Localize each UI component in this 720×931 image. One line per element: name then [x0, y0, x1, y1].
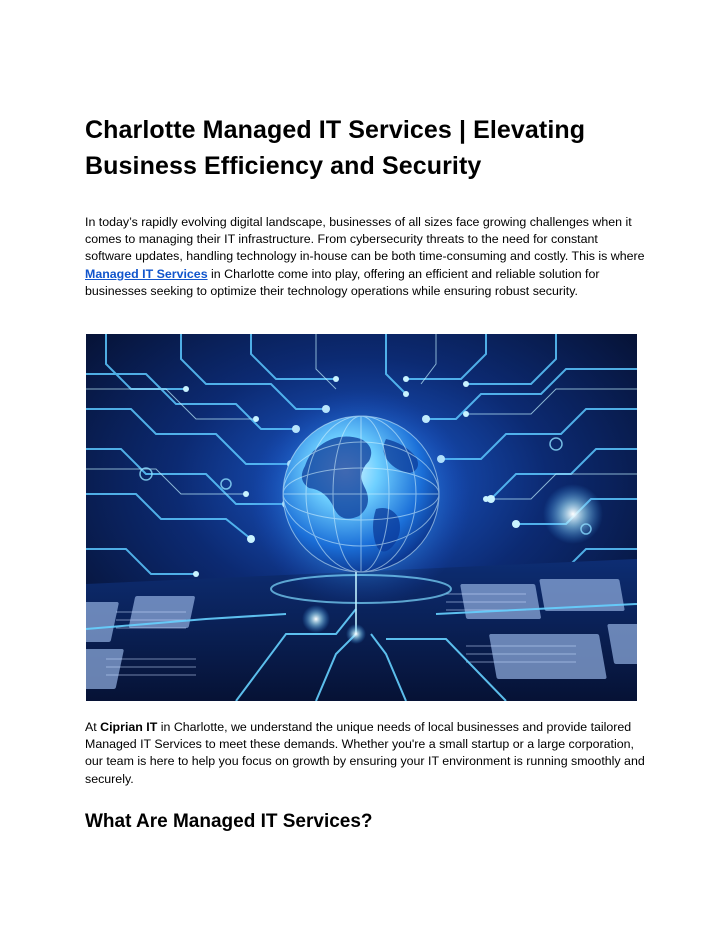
about-company-paragraph	[85, 719, 645, 788]
page-title: Charlotte Managed IT Services | Elevating Business Efficiency and Security	[85, 116, 586, 180]
about-rest-text: in Charlotte, we understand the unique needs of local businesses and provide tailored Managed IT Services to meet these demands. Whether you're a small startup or a large corporation, our team is here to help you focus on growth by ensuring your IT environment is running smoothly and securely.	[85, 720, 645, 786]
intro-text-before-link: In today’s rapidly evolving digital landscape, businesses of all sizes face growing challenges when it comes to managing their IT infrastructure. From cybersecurity threats to the need for constant software updates, handling technology in-house can be both time-consuming and costly. This is where	[85, 215, 645, 264]
intro-text-after-link: in Charlotte come into play, offering an efficient and reliable solution for businesses seeking to optimize their technology operations while ensuring robust security.	[85, 266, 600, 298]
globe-circuit-illustration-icon	[86, 334, 637, 701]
intro-paragraph	[85, 214, 645, 300]
section-heading: What Are Managed IT Services?	[85, 811, 373, 832]
company-name: Ciprian IT	[100, 720, 158, 734]
hero-image	[86, 334, 637, 701]
about-lead-text: At	[85, 720, 101, 734]
managed-it-services-link[interactable]: Managed IT Services	[85, 266, 208, 281]
